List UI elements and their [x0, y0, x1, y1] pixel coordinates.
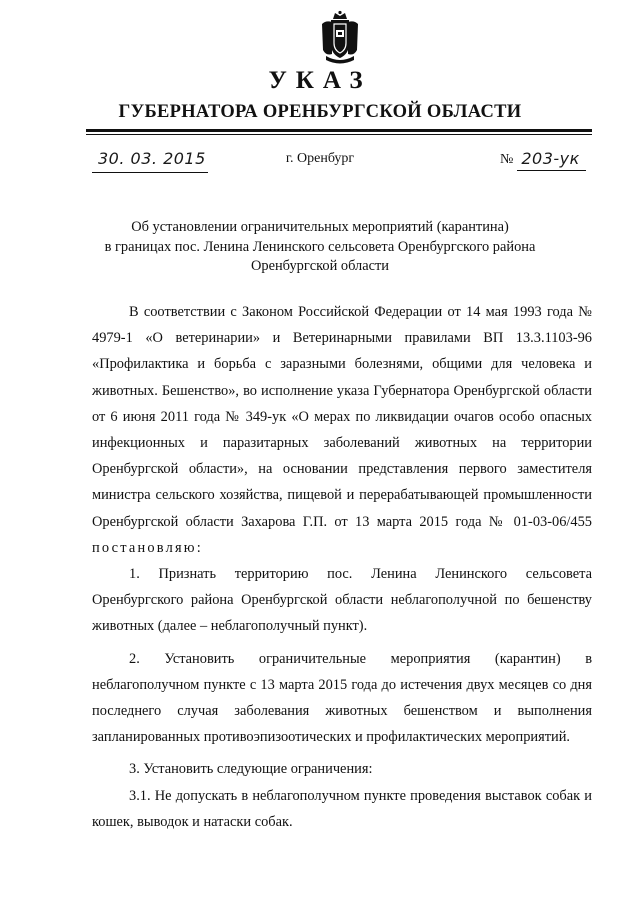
- header-rule-thin: [86, 134, 592, 135]
- item-paragraph-1: 1. Признать территорию пос. Ленина Ленинского сельсовета Оренбургского района Оренбургской области неблагополучной по бешенству животных (далее – неблагополучный пункт).: [92, 566, 592, 635]
- heading-line-3: Оренбургской области: [251, 258, 389, 274]
- decree-word: постановляю:: [92, 539, 203, 556]
- preamble-text: В соответствии с Законом Российской Федерации от 14 мая 1993 года № 4979-1 «О ветеринарии» и Ветеринарными правилами ВП 13.3.1103-96 «Профилактика и борьба с заразными болезнями, общими для человека и животных. Бешенство», во исполнение указа Губернатора Оренбургской области от 6 июня 2011 года № 349-ук «О мерах по ликвидации очагов особо опасных инфекционных и паразитарных заболеваний животных на территории Оренбургской области», на основании представления первого заместителя министра сельского хозяйства, пищевой и перерабатывающей промышленности Оренбургской области Захарова Г.П. от 13 марта 2015 года № 01-03-06/455: [92, 304, 592, 530]
- decree-number: [500, 148, 594, 172]
- item-paragraph-3-1: 3.1. Не допускать в неблагополучном пункте проведения выставок собак и кошек, выводок и натаски собак.: [92, 787, 592, 830]
- decree-number-value: 203-ук: [517, 148, 585, 171]
- item-paragraph-2: 2. Установить ограничительные мероприятия (карантин) в неблагополучном пункте с 13 марта 2015 года до истечения двух месяцев со дня последнего случая заболевания животных бешенством и выполнения запланированных противоэпизоотических и профилактических мероприятий.: [92, 650, 592, 746]
- coat-of-arms-emblem: [318, 10, 362, 66]
- decree-number-label: №: [500, 152, 514, 167]
- heading-line-2: в границах пос. Ленина Ленинского сельсовета Оренбургского района: [104, 238, 536, 255]
- decree-heading: [100, 218, 540, 277]
- coat-of-arms-icon: [318, 10, 362, 66]
- preamble-paragraph: [92, 299, 592, 561]
- decree-date-value: 30. 03. 2015: [98, 149, 206, 168]
- item-paragraph-3: 3. Установить следующие ограничения:: [129, 761, 373, 778]
- heading-line-1: Об установлении ограничительных мероприятий (карантина): [131, 219, 509, 235]
- header-rule-thick: [86, 129, 592, 132]
- decree-body: [92, 299, 592, 835]
- issuer-subtitle: ГУБЕРНАТОРА ОРЕНБУРГСКОЙ ОБЛАСТИ: [118, 102, 522, 122]
- document-type-title: УКАЗ: [268, 67, 372, 94]
- decree-city: г. Оренбург: [285, 151, 355, 166]
